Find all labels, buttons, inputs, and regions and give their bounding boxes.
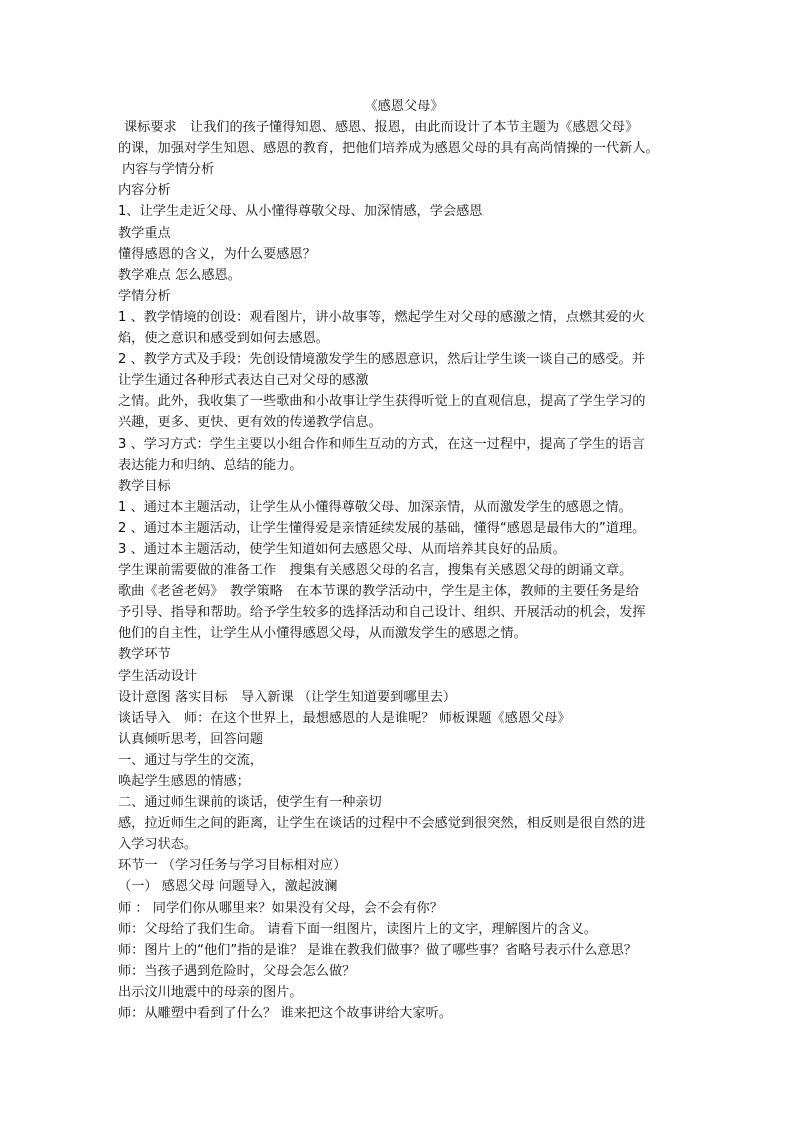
text-line: 的课，加强对学生知恩、感恩的教育，把他们培养成为感恩父母的具有高尚情操的一代新人。 — [118, 141, 659, 157]
text-line: 他们的自主性，让学生从小懂得感恩父母，从而激发学生的感恩之情。 — [118, 626, 527, 642]
section-heading: 教学目标 — [118, 478, 171, 494]
text-line: 1、让学生走近父母、从小懂得尊敬父母、加深情感，学会感恩 — [118, 204, 483, 220]
text-line: 唤起学生感恩的情感； — [118, 774, 250, 789]
text-line: 3 、通过本主题活动，使学生知道如何去感恩父母、从而培养其良好的品质。 — [118, 541, 566, 557]
text-line: 1 、通过本主题活动，让学生从小懂得尊敬父母、加深亲情，从而激发学生的感恩之情。 — [118, 499, 632, 515]
section-heading: 学情分析 — [118, 288, 171, 304]
text-line: 焰，使之意识和感受到如何去感恩。 — [118, 331, 329, 347]
text-line: 2 、通过本主题活动，让学生懂得爱是亲情延续发展的基础，懂得“感恩是最伟大的”道理。 — [118, 520, 646, 536]
text-line: 1 、教学情境的创设：观看图片，讲小故事等，燃起学生对父母的感激之情，点燃其爱的火 — [118, 309, 645, 325]
section-heading: 内容分析 — [118, 183, 171, 199]
text-line: 感，拉近师生之间的距离，让学生在谈话的过程中不会感觉到很突然，相反则是很自然的进 — [118, 816, 646, 832]
text-line: 认真倾听思考，回答问题 — [118, 731, 264, 747]
section-heading: 教学环节 — [118, 647, 171, 663]
section-heading: 环节一 （学习任务与学习目标相对应） — [118, 858, 347, 874]
text-line: 入学习状态。 — [118, 837, 198, 853]
text-line: 师：从雕塑中看到了什么？ 谁来把这个故事讲给大家听。 — [118, 1006, 452, 1022]
text-line: 懂得感恩的含义，为什么要感恩？ — [118, 246, 316, 262]
text-line: 让学生通过各种形式表达自己对父母的感激 — [118, 373, 369, 389]
text-line: 2 、教学方式及手段：先创设情境激发学生的感恩意识，然后让学生谈一谈自己的感受。并 — [118, 352, 645, 368]
text-line: 3 、学习方式：学生主要以小组合作和师生互动的方式，在这一过程中，提高了学生的语言 — [118, 436, 645, 452]
text-line: 之情。此外，我收集了一些歌曲和小故事让学生获得听觉上的直观信息，提高了学生学习的 — [118, 394, 646, 410]
text-line: 表达能力和归纳、总结的能力。 — [118, 457, 303, 473]
document-page — [118, 96, 690, 1024]
text-line: 课标要求 让我们的孩子懂得知恩、感恩、报恩，由此而设计了本节主题为《感恩父母》 — [124, 120, 639, 136]
text-line: 师 ： 同学们你从哪里来？如果没有父母，会不会有你？ — [118, 900, 443, 916]
text-line: 一、通过与学生的交流， — [118, 752, 264, 768]
text-line: 设计意图 落实目标 导入新课 （让学生知道要到哪里去） — [118, 689, 457, 705]
section-heading: 学生活动设计 — [118, 668, 198, 684]
section-heading: 教学重点 — [118, 225, 171, 241]
text-line: 学生课前需要做的准备工作 搜集有关感恩父母的名言，搜集有关感恩父母的朗诵文章。 — [118, 563, 633, 579]
text-line: 谈话导入 师：在这个世界上，最想感恩的人是谁呢？ 师板课题《感恩父母》 — [118, 710, 571, 726]
text-line: 兴趣，更多、更快、更有效的传递教学信息。 — [118, 415, 382, 431]
text-line: 出示汶川地震中的母亲的图片。 — [118, 984, 303, 1000]
text-line: 师：图片上的“他们”指的是谁？ 是谁在教我们做事？做了哪些事？省略号表示什么意思？ — [118, 942, 637, 958]
text-line: 教学难点 怎么感恩。 — [118, 267, 241, 283]
section-heading: 内容与学情分析 — [122, 162, 215, 178]
text-line: 歌曲《老爸老妈》 教学策略 在本节课的教学活动中，学生是主体，教师的主要任务是给 — [118, 584, 639, 600]
document-title: 《感恩父母》 — [364, 99, 444, 114]
text-line: （一） 感恩父母 问题导入，激起波澜 — [118, 879, 338, 895]
text-line: 二、通过师生课前的谈话，使学生有一种亲切 — [118, 795, 382, 811]
text-line: 予引导、指导和帮助。给予学生较多的选择活动和自己设计、组织、开展活动的机会，发挥 — [118, 605, 646, 621]
text-line: 师：当孩子遇到危险时，父母会怎么做？ — [118, 963, 356, 979]
text-line: 师：父母给了我们生命。 请看下面一组图片，读图片上的文字，理解图片的含义。 — [118, 921, 597, 937]
